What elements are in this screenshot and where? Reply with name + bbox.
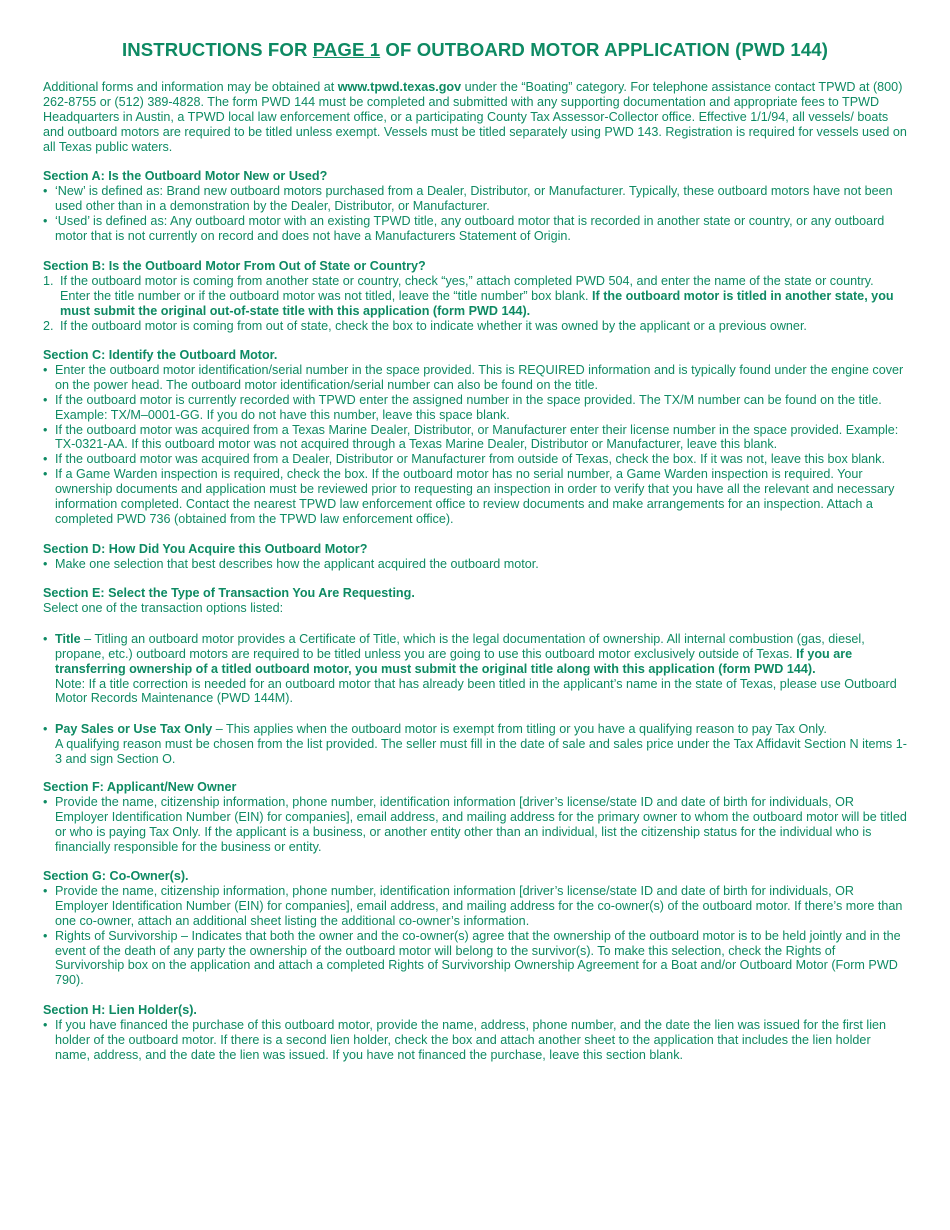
list-item: • ‘New’ is defined as: Brand new outboard motors purchased from a Dealer, Distributor, or Manufacturer. Typically, these outboard motors have not been used other than in a demonstration by the Dealer, Distributor, or Manufacturer.: [43, 183, 893, 213]
section-c-title: Section C: Identify the Outboard Motor.: [43, 348, 278, 362]
list-item: • Rights of Survivorship – Indicates that both the owner and the co-owner(s) agree that the ownership of the outboard motor is to be held jointly and in the event of the death of any party the ownership of the outboard motor will belong to the survivor(s). To make this selection, check the Rights of Survivorship box on the application and attach a completed Rights of Survivorship Ownership Agreement for a Boat and/or Outboard Motor (Form PWD 790).: [43, 928, 901, 988]
item-number: 2.: [43, 318, 54, 333]
section-e-subtitle: Select one of the transaction options listed:: [43, 600, 284, 615]
item-number: 1.: [43, 273, 54, 288]
bullet: •: [43, 183, 48, 198]
section-e-title: Section E: Select the Type of Transaction You Are Requesting.: [43, 586, 415, 600]
list-item: • Enter the outboard motor identification/serial number in the space provided. This is REQUIRED information and is typically found under the engine cover on the power head. The outboard motor identification/serial number can also be found on the title.: [43, 362, 904, 392]
bullet: •: [43, 631, 48, 646]
bullet: •: [43, 928, 48, 943]
list-item: • Make one selection that best describes how the applicant acquired the outboard motor.: [43, 556, 539, 571]
tax-note: A qualifying reason must be chosen from the list provided. The seller must fill in the date of sale and sales price under the Tax Affidavit Section N items 1-3 and sign Section O.: [55, 737, 907, 767]
section-a-title: Section A: Is the Outboard Motor New or Used?: [43, 169, 328, 183]
bullet: •: [43, 467, 48, 482]
section-d: [43, 542, 907, 572]
intro-paragraph: Additional forms and information may be obtained at www.tpwd.texas.gov under the “Boating” category. For telephone assistance contact TPWD at (800) 262-8755 or (512) 389-4828. The form PWD 144 must be completed and submitted with any supporting documentation and appropriate fees to TPWD Headquarters in Austin, a TPWD local law enforcement office, or a participating County Tax Assessor-Collector office. Effective 1/1/94, all vessels/ boats and outboard motors are required to be titled unless exempt. Vessels must be titled separately using PWD 143. Registration is required for vessels used on all Texas public waters.: [43, 80, 907, 154]
section-g-title: Section G: Co-Owner(s).: [43, 869, 189, 883]
bullet: •: [43, 1017, 48, 1032]
bullet: •: [43, 794, 48, 809]
bullet: •: [43, 556, 48, 571]
section-g: [43, 869, 907, 988]
section-b-title: Section B: Is the Outboard Motor From Out of State or Country?: [43, 259, 426, 273]
bullet: •: [43, 362, 48, 377]
list-item: • Provide the name, citizenship information, phone number, identification information [driver’s license/state ID and date of birth for individuals, OR Employer Identification Number (EIN) for companies], email address, and mailing address for the primary owner to whom the outboard motor will be titled or who is paying Tax Only. If the applicant is a business, or another entity other than an individual, list the citizenship status for the individual who is financially responsible for the business or entity.: [43, 794, 907, 854]
section-f-title: Section F: Applicant/New Owner: [43, 780, 237, 794]
bullet: •: [43, 722, 48, 737]
list-item: • If the outboard motor was acquired from a Texas Marine Dealer, Distributor, or Manufacturer enter their license number in the space provided. Example: TX-0321-AA. If this outboard motor was not acquired through a Texas Marine Dealer, Distributor or Manufacturer, leave this blank.: [43, 422, 899, 452]
bullet: •: [43, 883, 48, 898]
bullet: •: [43, 452, 48, 467]
page-title: INSTRUCTIONS FOR PAGE 1 OF OUTBOARD MOTOR APPLICATION (PWD 144): [122, 39, 828, 60]
section-h-title: Section H: Lien Holder(s).: [43, 1003, 197, 1017]
section-c: [43, 348, 907, 527]
section-e: [43, 586, 907, 767]
list-item: • If the outboard motor was acquired from a Dealer, Distributor or Manufacturer from outside of Texas, check the box. If it was not, leave this box blank.: [43, 452, 885, 467]
website-url: www.tpwd.texas.gov: [337, 80, 462, 94]
section-f: [43, 780, 907, 855]
list-item: • Provide the name, citizenship information, phone number, identification information [driver’s license/state ID and date of birth for individuals, OR Employer Identification Number (EIN) for companies], email address, and mailing address for the co-owner(s) of the outboard motor. If there’s more than one co-owner, attach an additional sheet listing the additional co-owner’s information.: [43, 883, 903, 928]
section-a: [43, 169, 907, 244]
list-item: • If you have financed the purchase of this outboard motor, provide the name, address, phone number, and the date the lien was issued for the first lien holder of the outboard motor. If there is a second lien holder, check the box and attach another sheet to the application that includes the lien holder name, address, and the date the lien was issued. If you have not financed the purchase, leave this section blank.: [43, 1017, 887, 1062]
list-item-tax-option: • Pay Sales or Use Tax Only – This applies when the outboard motor is exempt from titling or you have a qualifying reason to pay Tax Only. A qualifying reason must be chosen from the list provided. The seller must fill in the date of sale and sales price under the Tax Affidavit Section N items 1-3 and sign Section O.: [43, 722, 907, 767]
list-item: • ‘Used’ is defined as: Any outboard motor with an existing TPWD title, any outboard motor that is recorded in another state or country, or any outboard motor that is not currently on record and does not have a Manufacturers Statement of Origin.: [43, 213, 885, 243]
list-item-title-option: • Title – Titling an outboard motor provides a Certificate of Title, which is the legal documentation of ownership. All internal combustion (gas, diesel, propane, etc.) outboard motors are required to be titled unless you are going to use this outboard motor exclusively outside of Texas. If you are transferring ownership of a titled outboard motor, you must submit the original title along with this application (form PWD 144). Note: If a title correction is needed for an outboard motor that has already been titled in the applicant’s name in the state of Texas, please use Outboard Motor Records Maintenance (PWD 144M).: [43, 631, 897, 706]
list-item: 2. If the outboard motor is coming from out of state, check the box to indicate whether it was owned by the applicant or a previous owner.: [43, 318, 807, 333]
section-d-title: Section D: How Did You Acquire this Outboard Motor?: [43, 542, 368, 556]
bullet: •: [43, 213, 48, 228]
title-note: Note: If a title correction is needed for an outboard motor that has already been titled in the applicant’s name in the state of Texas, please use Outboard Motor Records Maintenance (PWD 144M).: [55, 676, 897, 706]
list-item: • If a Game Warden inspection is required, check the box. If the outboard motor has no serial number, a Game Warden inspection is required. Your ownership documents and application must be reviewed prior to requesting an inspection in order to verify that you have all the relevant and necessary information completed. Contact the nearest TPWD law enforcement office to review documents and make arrangements for an inspection. Attach a completed PWD 736 (obtained from the TPWD law enforcement office).: [43, 467, 895, 526]
section-b: [43, 259, 907, 334]
list-item: 1. If the outboard motor is coming from another state or country, check “yes,” attach completed PWD 504, and enter the name of the state or country. Enter the title number or if the outboard motor was not titled, leave the “title number” box blank. If the outboard motor is titled in another state, you must submit the original out-of-state title with this application (form PWD 144).: [43, 273, 894, 318]
bullet: •: [43, 392, 48, 407]
list-item: • If the outboard motor is currently recorded with TPWD enter the assigned number in the space provided. The TX/M number can be found on the title. Example: TX/M–0001-GG. If you do not have this number, leave this space blank.: [43, 392, 882, 422]
title-underlined-part: PAGE 1: [312, 39, 381, 60]
bullet: •: [43, 422, 48, 437]
section-h: [43, 1003, 907, 1063]
